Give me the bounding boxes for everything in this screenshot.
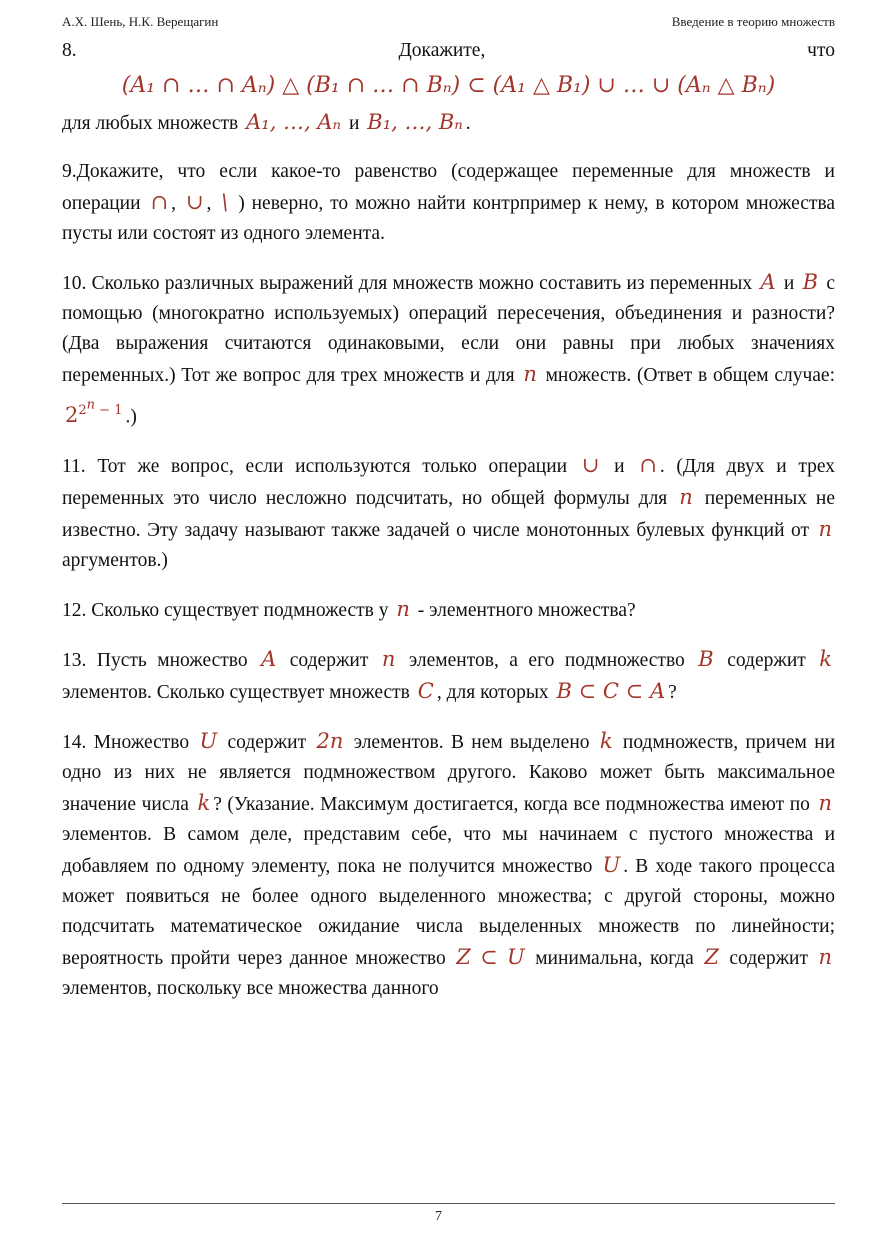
math-union-symbol: ∪: [581, 453, 600, 478]
math-var-k: k: [599, 729, 613, 754]
math-var-k: k: [819, 647, 833, 672]
math-var-n: n: [679, 485, 693, 510]
page-header: [62, 14, 835, 32]
problem-13: 13. Пусть множество A содержит n элементов, а его подмножество B содержит k элементов. Сколько существует множеств C , для которых B ⊂ C ⊂ A ?: [62, 644, 835, 708]
math-var-n: n: [818, 517, 833, 542]
math-union-symbol: ∪: [185, 190, 204, 214]
problem-8: [62, 36, 835, 139]
math-z-subset-u: Z ⊂ U: [456, 945, 525, 970]
math-var-n: n: [381, 647, 396, 672]
math-var-u: U: [199, 729, 218, 754]
problem-8-number: 8.: [62, 40, 77, 61]
math-intersection-symbol: ∩: [639, 453, 657, 478]
math-var-k: k: [197, 791, 211, 816]
problem-10: 10. Сколько различных выражений для множеств можно составить из переменных A и B с помощью (многократно используемых) операций пересечения, объединения и разности? (Два выражения считаются одинаковыми, если они равны при любых значениях переменных.) Тот же вопрос для трех множеств и для n множеств. (Ответ в общем случае: $2^{2^n - 1}$ .): [62, 270, 836, 428]
header-authors: А.Х. Шень, Н.К. Верещагин: [62, 14, 219, 29]
math-var-n: n: [818, 945, 833, 970]
problem-8-word-that: что: [807, 40, 835, 61]
math-b-sequence: B₁, …, Bₙ: [367, 110, 463, 134]
problem-14: 14. Множество U содержит 2n элементов. В нем выделено k подмножеств, причем ни одно из них не является подмножеством другого. Каково может быть максимальное значение числа k ? (Указание. Максимум достигается, когда все подмножества имеют по n элементов. В самом деле, представим себе, что мы начинаем с пустого множества и добавляем по одному элементу, пока не получится множество U . В ходе такого процесса может появиться не более одного выделенного множества; с другой стороны, можно подсчитать математическое ожидание числа выделенных множеств по линейности; вероятность пройти через данное множество Z ⊂ U минимальна, когда Z содержит n элементов, поскольку все множества данного: [62, 729, 836, 1000]
math-var-c: C: [417, 679, 434, 704]
math-intersection-symbol: ∩: [150, 190, 169, 214]
problem-9: 9.Докажите, что если какое-то равенство (содержащее переменные для множеств и операции ∩ , ∪ , \ ) неверно, то можно найти контрпример к нему, в котором множества пусты или состоят из одного элемента.: [62, 161, 836, 244]
footer-divider: [62, 1203, 835, 1204]
problem-11: 11. Тот же вопрос, если используются только операции ∪ и ∩ . (Для двух и трех переменных это число несложно подсчитать, но общей формулы для n переменных не известно. Эту задачу называют также задачей о числе монотонных булевых функций от n аргументов.): [62, 453, 836, 572]
page-body: [62, 36, 835, 1022]
problem-8-formula-block: [62, 68, 835, 105]
math-var-n: n: [396, 597, 410, 622]
math-var-b: B: [698, 647, 714, 672]
problem-8-tail: для любых множеств A₁, …, Aₙ и B₁, …, Bₙ .: [62, 110, 471, 134]
math-answer-power: $2^{2^n - 1}$: [65, 398, 123, 428]
problem-8-formula: (A₁ ∩ … ∩ Aₙ) △ (B₁ ∩ … ∩ Bₙ) ⊂ (A₁ △ B₁) ∪ … ∪ (Aₙ △ Bₙ): [121, 73, 776, 98]
math-var-z: Z: [704, 945, 719, 970]
problem-8-first-line: [62, 36, 835, 66]
math-var-b: B: [802, 270, 819, 294]
math-var-n: n: [523, 362, 537, 386]
math-subset-chain: B ⊂ C ⊂ A: [556, 679, 666, 704]
math-var-a: A: [261, 647, 277, 672]
math-var-n: n: [818, 791, 832, 816]
page-number: 7: [435, 1209, 442, 1224]
math-a-sequence: A₁, …, Aₙ: [246, 110, 342, 134]
math-difference-symbol: \: [221, 190, 229, 214]
math-two-n: 2n: [316, 729, 344, 754]
header-book-title: Введение в теорию множеств: [671, 14, 835, 29]
problem-8-word-prove: Докажите,: [398, 40, 486, 61]
math-var-u: U: [602, 853, 621, 878]
math-var-a: A: [760, 270, 776, 294]
problem-12: 12. Сколько существует подмножеств у n - элементного множества?: [62, 597, 636, 622]
